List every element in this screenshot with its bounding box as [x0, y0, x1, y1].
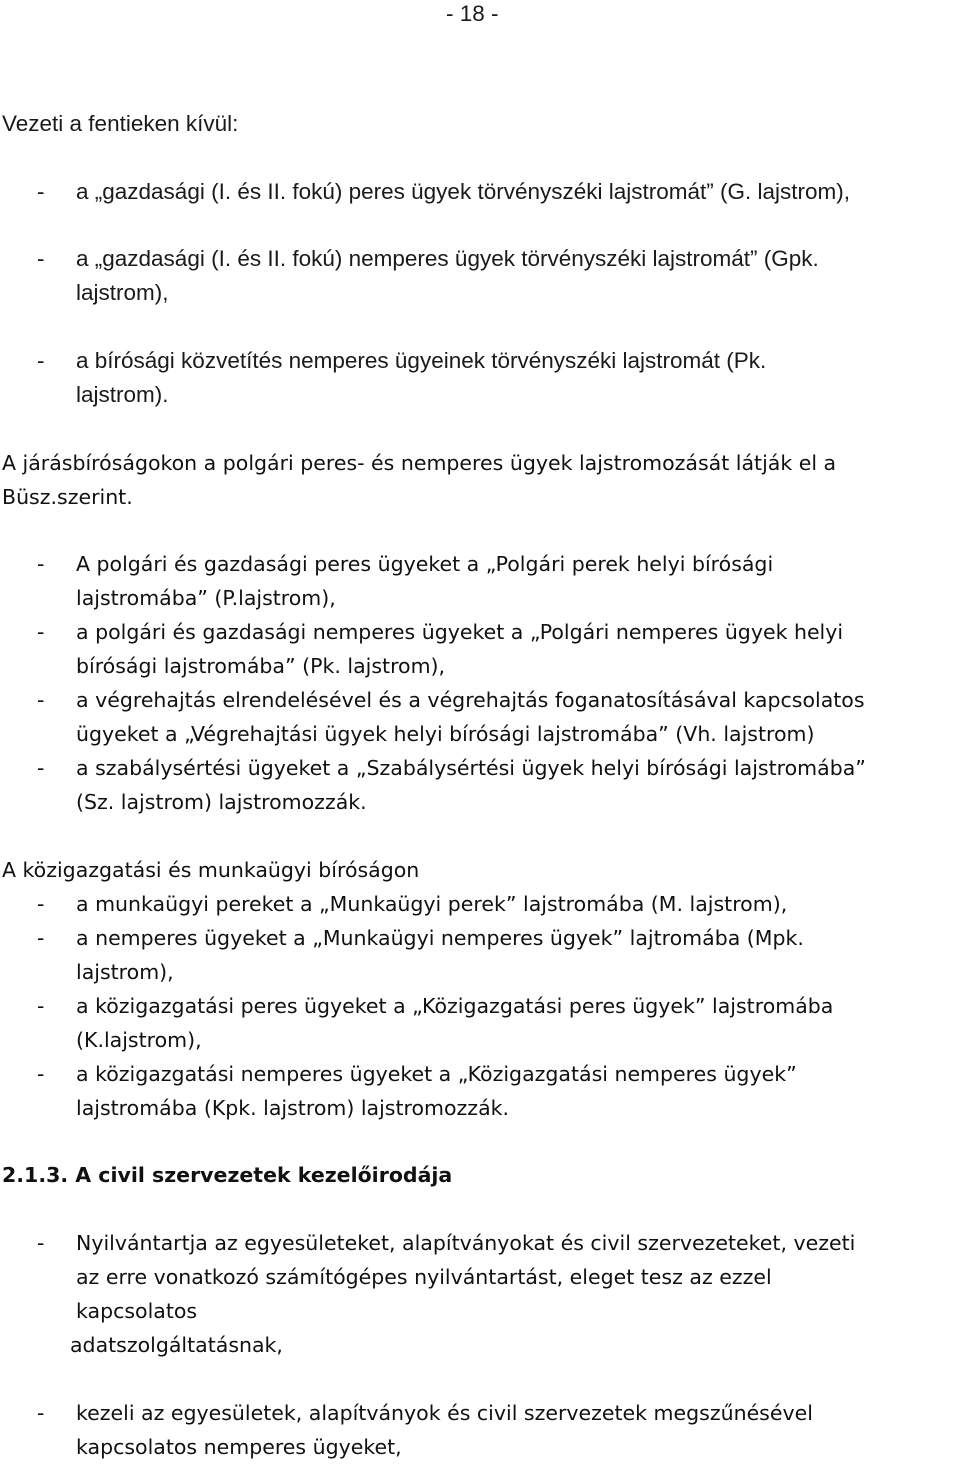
list-item-line: a végrehajtás elrendelésével és a végrehajtás foganatosításával kapcsolatos [76, 688, 865, 712]
list-dash: - [37, 246, 45, 271]
list-item-line: Nyilvántartja az egyesületeket, alapítványokat és civil szervezeteket, vezeti [76, 1231, 856, 1255]
list-item-line: lajstromába (Kpk. lajstrom) lajstromozzák. [76, 1096, 510, 1120]
list-item-line: a szabálysértési ügyeket a „Szabálysértési ügyek helyi bírósági lajstromába” [76, 756, 866, 780]
list-dash: - [37, 620, 45, 644]
list-item-line: a „gazdasági (I. és II. fokú) nemperes ügyek törvényszéki lajstromát” (Gpk. [76, 246, 819, 271]
list-item-line: a munkaügyi pereket a „Munkaügyi perek” lajstromába (M. lajstrom), [76, 892, 788, 916]
list-item-line: az erre vonatkozó számítógépes nyilvántartást, eleget tesz az ezzel [76, 1265, 772, 1289]
list-dash: - [37, 179, 45, 204]
list-dash: - [37, 994, 45, 1018]
list-item-line: lajstrom). [76, 382, 169, 407]
page-number: - 18 - [446, 1, 499, 26]
list-item-line: a „gazdasági (I. és II. fokú) peres ügyek törvényszéki lajstromát” (G. lajstrom), [76, 179, 851, 204]
list-item-line: lajstromába” (P.lajstrom), [76, 586, 336, 610]
kozigazgatasi-heading: A közigazgatási és munkaügyi bíróságon [2, 858, 420, 882]
list-item-line: a bírósági közvetítés nemperes ügyeinek törvényszéki lajstromát (Pk. [76, 348, 767, 373]
list-item-line: adatszolgáltatásnak, [70, 1333, 283, 1357]
paragraph-line: Büsz.szerint. [2, 485, 133, 509]
list-dash: - [37, 1231, 45, 1255]
list-dash: - [37, 926, 45, 950]
list-item-line: kezeli az egyesületek, alapítványok és civil szervezetek megszűnésével [76, 1401, 813, 1425]
list-dash: - [37, 756, 45, 780]
list-item-line: kapcsolatos [76, 1299, 198, 1323]
list-item-line: a polgári és gazdasági nemperes ügyeket a „Polgári nemperes ügyek helyi [76, 620, 844, 644]
list-dash: - [37, 892, 45, 916]
list-item-line: a nemperes ügyeket a „Munkaügyi nemperes ügyek” lajtromába (Mpk. [76, 926, 804, 950]
list-item-line: (K.lajstrom), [76, 1028, 202, 1052]
list-dash: - [37, 688, 45, 712]
list-item-line: lajstrom), [76, 960, 174, 984]
list-item-line: a közigazgatási peres ügyeket a „Közigazgatási peres ügyek” lajstromába [76, 994, 834, 1018]
list-dash: - [37, 552, 45, 576]
list-item-line: (Sz. lajstrom) lajstromozzák. [76, 790, 367, 814]
list-dash: - [37, 348, 45, 373]
list-item-line: a közigazgatási nemperes ügyeket a „Közigazgatási nemperes ügyek” [76, 1062, 797, 1086]
intro-text: Vezeti a fentieken kívül: [2, 111, 239, 136]
list-item-line: kapcsolatos nemperes ügyeket, [76, 1435, 402, 1459]
paragraph-line: A járásbíróságokon a polgári peres- és nemperes ügyek lajstromozását látják el a [2, 451, 837, 475]
list-item-line: A polgári és gazdasági peres ügyeket a „Polgári perek helyi bírósági [76, 552, 774, 576]
list-item-line: ügyeket a „Végrehajtási ügyek helyi bírósági lajstromába” (Vh. lajstrom) [76, 722, 815, 746]
section-heading: 2.1.3. A civil szervezetek kezelőirodája [2, 1163, 453, 1187]
list-item-line: bírósági lajstromába” (Pk. lajstrom), [76, 654, 446, 678]
list-item-line: lajstrom), [76, 280, 169, 305]
list-dash: - [37, 1062, 45, 1086]
list-dash: - [37, 1401, 45, 1425]
